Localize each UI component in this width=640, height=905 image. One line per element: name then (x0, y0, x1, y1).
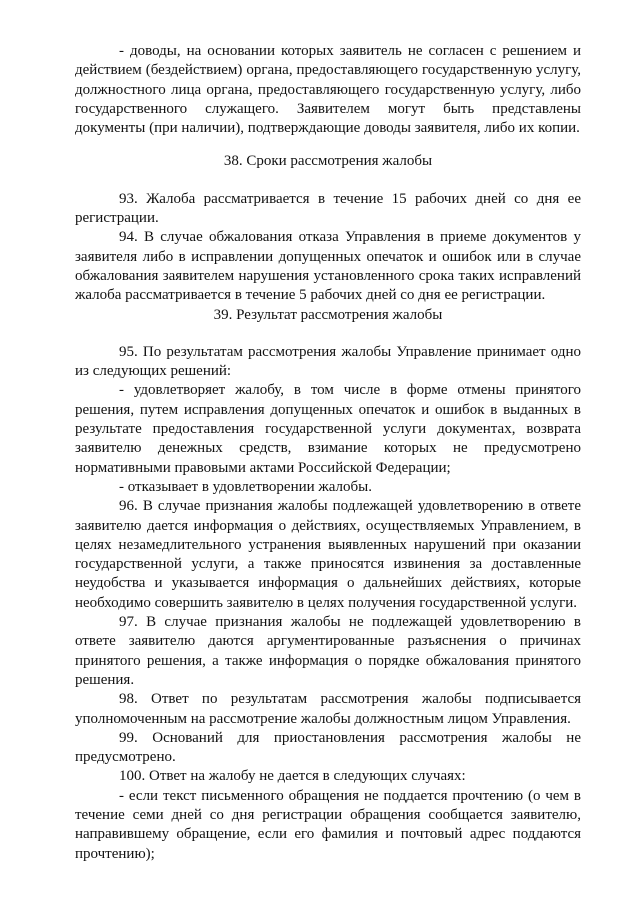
paragraph-98: 98. Ответ по результатам рассмотрения жалобы подписывается уполномоченным на рассмотрение жалобы должностным лицом Управления. (75, 691, 581, 727)
paragraph-93: 93. Жалоба рассматривается в течение 15 рабочих дней со дня ее регистрации. (75, 190, 581, 227)
paragraph-95-satisfy: - удовлетворяет жалобу, в том числе в форме отмены принятого решения, путем исправления допущенных опечаток и ошибок в выданных в результате предоставления государственной услуги документах, возврата заявителю денежных средств, взимание которых не предусмотрено нормативными правовыми актами Российской Федерации; (75, 382, 581, 476)
section-heading-39: 39. Результат рассмотрения жалобы (213, 306, 443, 323)
paragraph-95: 95. По результатам рассмотрения жалобы Управление принимает одно из следующих решений: (75, 343, 581, 380)
paragraph-96: 96. В случае признания жалобы подлежащей удовлетворению в ответе заявителю дается информация о действиях, осуществляемых Управлением, в целях незамедлительного устранения выявленных нарушений при оказании государственной услуги, а также приносятся извинения за доставленные неудобства и указывается информация о дальнейших действиях, которые необходимо совершить заявителю в целях получения государственной услуги. (75, 498, 581, 611)
paragraph-97: 97. В случае признания жалобы не подлежащей удовлетворению в ответе заявителю даются аргументированные разъяснения о причинах принятого решения, а также информация о порядке обжалования принятого решения. (75, 614, 581, 688)
document-page (75, 42, 581, 864)
paragraph-100-unreadable: - если текст письменного обращения не поддается прочтению (о чем в течение семи дней со дня регистрации обращения сообщается заявителю, направившему обращение, если его фамилия и почтовый адрес поддаются прочтению); (75, 787, 581, 862)
paragraph-99: 99. Оснований для приостановления рассмотрения жалобы не предусмотрено. (75, 729, 581, 766)
paragraph-95-refuse: - отказывает в удовлетворении жалобы. (119, 478, 373, 495)
section-heading-38: 38. Сроки рассмотрения жалобы (223, 153, 433, 170)
paragraph-arguments: - доводы, на основании которых заявитель не согласен с решением и действием (бездействием) органа, предоставляющего государственную услугу, должностного лица органа, предоставляющего государственную услугу, либо государственного служащего. Заявителем могут быть представлены документы (при наличии), подтверждающие доводы заявителя, либо их копии. (75, 43, 581, 137)
paragraph-100: 100. Ответ на жалобу не дается в следующих случаях: (119, 768, 466, 785)
paragraph-94: 94. В случае обжалования отказа Управления в приеме документов у заявителя либо в исправлении допущенных опечаток и ошибок или в случае обжалования заявителем нарушения установленного срока таких исправлений жалоба рассматривается в течение 5 рабочих дней со дня ее регистрации. (75, 229, 581, 304)
